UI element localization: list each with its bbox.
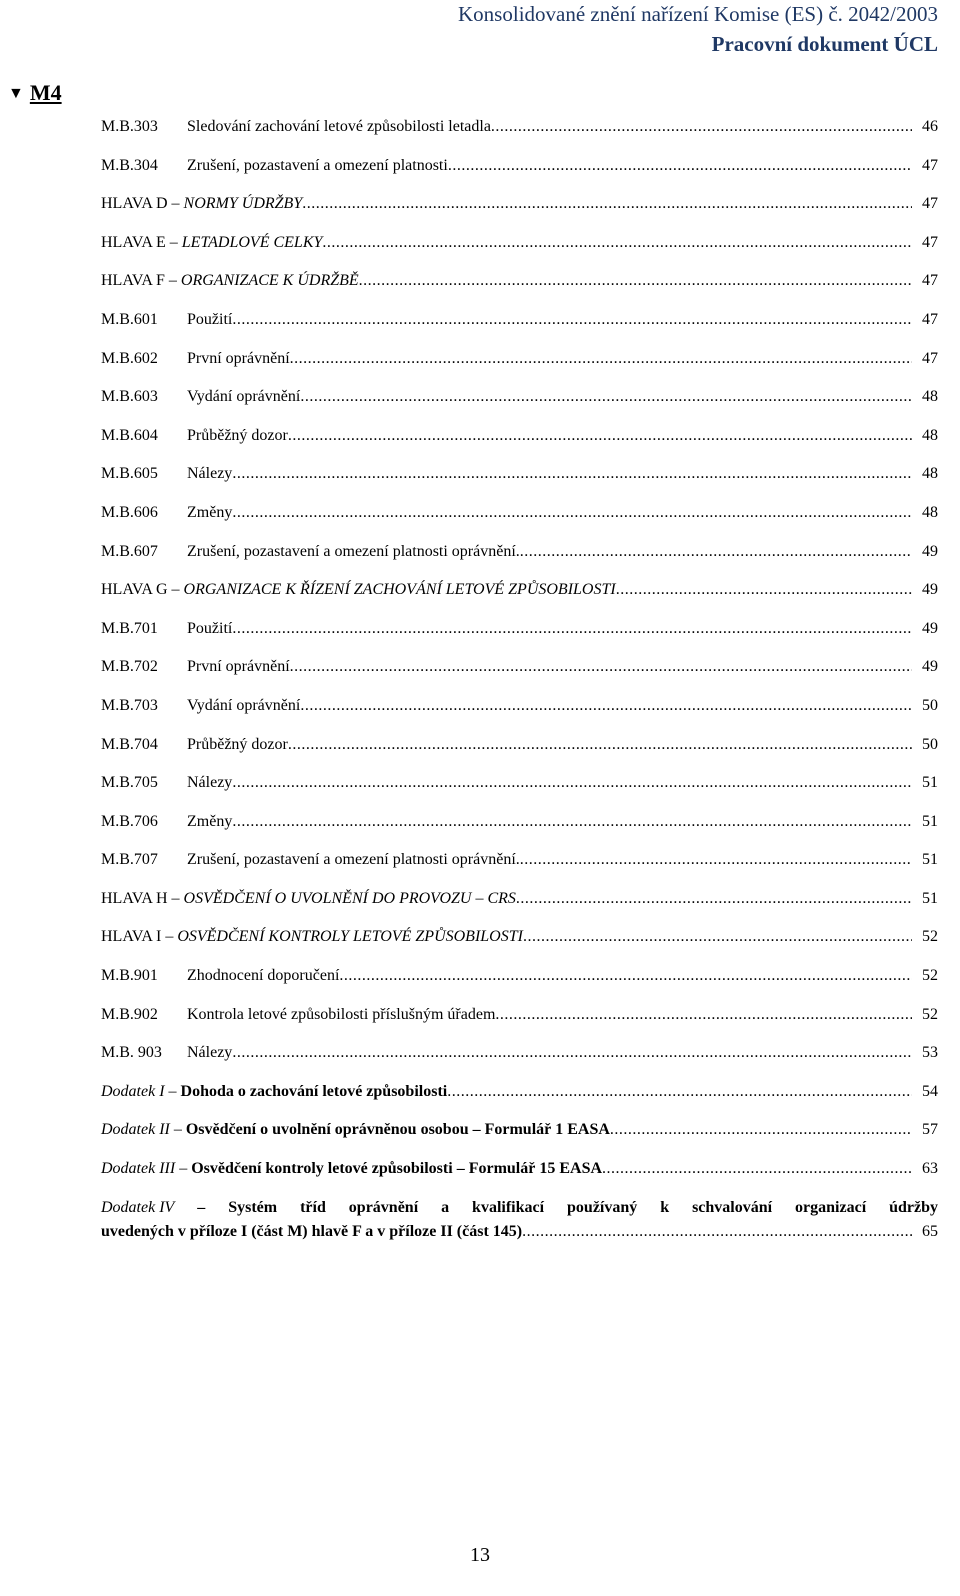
- appendix-title-word: údržby: [889, 1198, 938, 1216]
- page-ref: 47: [922, 233, 938, 251]
- section-title: Vydání oprávnění: [187, 696, 301, 714]
- appendix-label: Dodatek IV: [101, 1198, 175, 1216]
- dash-separator: –: [161, 928, 178, 946]
- page-ref: 47: [922, 349, 938, 367]
- section-title: Zrušení, pozastavení a omezení platnosti oprávnění.: [187, 851, 520, 869]
- appendix-title-word: tříd: [300, 1198, 326, 1216]
- document-header-title: Konsolidované znění nařízení Komise (ES) č. 2042/2003: [458, 2, 938, 26]
- toc-entry-line: [101, 387, 938, 407]
- page-ref: 52: [922, 928, 938, 946]
- toc-entry-line: [101, 1120, 938, 1140]
- section-number: M.B.704: [101, 735, 158, 753]
- dot-leader: [322, 233, 912, 253]
- toc-entry-line: [101, 156, 938, 176]
- toc-entry-line: [101, 657, 938, 677]
- toc-entry[interactable]: [101, 580, 938, 600]
- amendment-marker-label: M4: [29, 80, 62, 105]
- toc-entry[interactable]: [101, 1159, 938, 1179]
- toc-entry-line: [101, 927, 938, 947]
- toc-entry[interactable]: [101, 542, 938, 562]
- section-number: M.B.607: [101, 542, 158, 560]
- page-ref: 47: [922, 195, 938, 213]
- toc-entry-line: [101, 271, 938, 291]
- appendix-title-continued: uvedených v příloze I (část M) hlavě F a v příloze II (část 145): [101, 1222, 523, 1240]
- dot-leader: [520, 850, 912, 870]
- toc-entry-line: [101, 1082, 938, 1102]
- appendix-label: Dodatek III: [101, 1160, 176, 1178]
- dash-separator: –: [471, 889, 488, 907]
- toc-entry-line: [101, 117, 938, 137]
- section-number: M.B.602: [101, 349, 158, 367]
- section-title: Vydání oprávnění: [187, 388, 301, 406]
- chapter-label: HLAVA H: [101, 889, 168, 907]
- toc-entry[interactable]: [101, 812, 938, 832]
- amendment-marker: [8, 80, 62, 106]
- toc-entry[interactable]: [101, 735, 938, 755]
- toc-entry[interactable]: [101, 696, 938, 716]
- toc-entry[interactable]: [101, 503, 938, 523]
- dash-separator: –: [452, 1160, 469, 1178]
- toc-entry-line: [101, 233, 938, 253]
- toc-entry-line: [101, 735, 938, 755]
- section-number: M.B.702: [101, 658, 158, 676]
- section-title: Použití: [187, 310, 233, 328]
- chapter-title: OSVĚDČENÍ O UVOLNĚNÍ DO PROVOZU: [183, 889, 472, 907]
- section-title: První oprávnění: [187, 658, 290, 676]
- section-title: Zrušení, pozastavení a omezení platnosti: [187, 156, 448, 174]
- dot-leader: [232, 503, 912, 523]
- dash-separator: –: [197, 1198, 206, 1216]
- toc-entry[interactable]: [101, 850, 938, 870]
- dot-leader: [290, 657, 912, 677]
- page-ref: 49: [922, 581, 938, 599]
- dot-leader: [232, 464, 912, 484]
- appendix-title-word: kvalifikací: [472, 1198, 545, 1216]
- dot-leader: [602, 1159, 912, 1179]
- dot-leader: [491, 117, 912, 137]
- toc-entry-line: [101, 503, 938, 523]
- toc-entry[interactable]: [101, 1043, 938, 1063]
- dash-separator: –: [468, 1121, 485, 1139]
- section-title: Sledování zachování letové způsobilosti letadla: [187, 118, 491, 135]
- appendix-label: Dodatek II: [101, 1121, 170, 1139]
- chapter-title: ORGANIZACE K ŘÍZENÍ ZACHOVÁNÍ LETOVÉ ZPŮSOBILOSTI: [183, 581, 616, 599]
- toc-entry[interactable]: [101, 310, 938, 330]
- toc-entry-line: [101, 349, 938, 369]
- dot-leader: [610, 1120, 912, 1140]
- chapter-label: HLAVA G: [101, 581, 168, 599]
- dash-separator: –: [169, 1121, 186, 1139]
- appendix-title: Osvědčení kontroly letové způsobilosti: [191, 1160, 453, 1178]
- page-ref: 51: [922, 889, 938, 907]
- dash-separator: –: [164, 1082, 181, 1100]
- page-ref: 48: [922, 388, 938, 406]
- section-number: M.B.304: [101, 156, 158, 174]
- page-ref: 49: [922, 619, 938, 637]
- chapter-title: LETADLOVÉ CELKY: [181, 233, 323, 251]
- section-number: M.B.601: [101, 310, 158, 328]
- toc-entry-line: [101, 850, 938, 870]
- page-ref: 65: [922, 1222, 938, 1240]
- toc-entry-line: [101, 1159, 938, 1179]
- toc-entry-line: [101, 1222, 938, 1242]
- appendix-title-word: oprávnění: [348, 1198, 419, 1216]
- page-ref: 50: [922, 696, 938, 714]
- page-ref: 57: [922, 1121, 938, 1139]
- page-ref: 52: [922, 1005, 938, 1023]
- section-title: Použití: [187, 619, 233, 637]
- dash-separator: –: [165, 233, 182, 251]
- dash-separator: –: [164, 272, 181, 290]
- toc-entry-line: [101, 1043, 938, 1063]
- dash-separator: –: [167, 195, 184, 213]
- dot-leader: [232, 310, 912, 330]
- dot-leader: [516, 889, 912, 909]
- section-number: M.B.705: [101, 774, 158, 792]
- appendix-form: Formulář 15 EASA: [468, 1160, 603, 1178]
- section-title: Zrušení, pozastavení a omezení platnosti oprávnění.: [187, 542, 520, 560]
- dash-separator: –: [175, 1160, 192, 1178]
- dot-leader: [520, 542, 912, 562]
- chapter-label: HLAVA E: [101, 233, 166, 251]
- toc-entry-line: [101, 812, 938, 832]
- toc-entry[interactable]: [101, 927, 938, 947]
- toc-entry[interactable]: [101, 426, 938, 446]
- appendix-title: Dohoda o zachování letové způsobilosti: [180, 1082, 448, 1100]
- page-ref: 51: [922, 812, 938, 830]
- toc-entry-line: [101, 464, 938, 484]
- appendix-form: Formulář 1 EASA: [484, 1121, 610, 1139]
- section-number: M.B.606: [101, 503, 158, 521]
- page-ref: 53: [922, 1044, 938, 1062]
- toc-entry-line: [101, 194, 938, 214]
- dot-leader: [359, 271, 912, 291]
- dot-leader: [232, 773, 912, 793]
- toc-entry-line: [101, 889, 938, 909]
- dot-leader: [300, 387, 912, 407]
- section-title: Nálezy: [187, 774, 233, 792]
- toc-entry[interactable]: [101, 1005, 938, 1025]
- page-ref: 49: [922, 658, 938, 676]
- page-number: 13: [470, 1544, 490, 1566]
- toc-entry[interactable]: [101, 271, 938, 291]
- dash-separator: –: [167, 581, 184, 599]
- section-title: Nálezy: [187, 465, 233, 483]
- section-title: První oprávnění: [187, 349, 290, 367]
- page-ref: 47: [922, 156, 938, 174]
- section-number: M.B.604: [101, 426, 158, 444]
- page-ref: 63: [922, 1160, 938, 1178]
- section-title: Průběžný dozor: [187, 426, 288, 444]
- toc-entry-line: [101, 1198, 938, 1218]
- toc-entry[interactable]: [101, 1120, 938, 1140]
- dot-leader: [448, 156, 912, 176]
- page-ref: 54: [922, 1082, 938, 1100]
- section-title: Zhodnocení doporučení: [187, 967, 340, 985]
- page-ref: 46: [922, 118, 938, 135]
- appendix-title-word: používaný: [567, 1198, 638, 1216]
- page-ref: 47: [922, 272, 938, 290]
- section-number: M.B. 903: [101, 1044, 162, 1062]
- dot-leader: [495, 1005, 912, 1025]
- toc-entry-line: [101, 542, 938, 562]
- dot-leader: [300, 696, 912, 716]
- toc-entry-line: [101, 426, 938, 446]
- dot-leader: [302, 194, 912, 214]
- appendix-title-word: a: [441, 1198, 450, 1216]
- toc-entry-line: [101, 619, 938, 639]
- toc-entry[interactable]: [101, 156, 938, 176]
- toc-entry-line: [101, 696, 938, 716]
- toc-entry-line: [101, 966, 938, 986]
- section-number: M.B.707: [101, 851, 158, 869]
- table-of-contents: [101, 117, 938, 1242]
- section-number: M.B.605: [101, 465, 158, 483]
- section-number: M.B.701: [101, 619, 158, 637]
- toc-entry[interactable]: [101, 464, 938, 484]
- section-number: M.B.901: [101, 967, 158, 985]
- chapter-title: OSVĚDČENÍ KONTROLY LETOVÉ ZPŮSOBILOSTI: [177, 928, 523, 946]
- toc-entry-line: [101, 1005, 938, 1025]
- appendix-title: Osvědčení o uvolnění oprávněnou osobou: [185, 1121, 469, 1139]
- toc-entry[interactable]: [101, 194, 938, 214]
- dot-leader: [232, 619, 912, 639]
- chapter-title: NORMY ÚDRŽBY: [183, 195, 303, 213]
- dot-leader: [288, 735, 912, 755]
- page-ref: 48: [922, 465, 938, 483]
- toc-entry[interactable]: [101, 1198, 938, 1242]
- dot-leader: [232, 812, 912, 832]
- section-title: Kontrola letové způsobilosti příslušným úřadem: [187, 1005, 496, 1023]
- toc-entry[interactable]: [101, 349, 938, 369]
- chapter-label: HLAVA F: [101, 272, 165, 290]
- section-title: Změny: [187, 503, 233, 521]
- section-number: M.B.902: [101, 1005, 158, 1023]
- triangle-down-icon: ▼: [8, 85, 24, 102]
- chapter-label: HLAVA D: [101, 195, 168, 213]
- dot-leader: [232, 1043, 912, 1063]
- toc-entry-line: [101, 773, 938, 793]
- page-ref: 52: [922, 967, 938, 985]
- section-number: M.B.706: [101, 812, 158, 830]
- section-title: Průběžný dozor: [187, 735, 288, 753]
- appendix-title-word: schvalování: [692, 1198, 773, 1216]
- page-ref: 51: [922, 851, 938, 869]
- toc-entry[interactable]: [101, 657, 938, 677]
- toc-entry[interactable]: [101, 619, 938, 639]
- toc-entry[interactable]: [101, 966, 938, 986]
- section-number: M.B.603: [101, 388, 158, 406]
- appendix-label: Dodatek I: [101, 1082, 165, 1100]
- dot-leader: [339, 966, 912, 986]
- chapter-title: ORGANIZACE K ÚDRŽBĚ: [180, 272, 359, 290]
- page-ref: 47: [922, 310, 938, 328]
- dot-leader: [290, 349, 912, 369]
- toc-entry[interactable]: [101, 233, 938, 253]
- chapter-label: HLAVA I: [101, 928, 162, 946]
- appendix-title-word: Systém: [228, 1198, 278, 1216]
- dot-leader: [447, 1082, 912, 1102]
- toc-entry[interactable]: [101, 387, 938, 407]
- dash-separator: –: [167, 889, 184, 907]
- page-ref: 49: [922, 542, 938, 560]
- appendix-title-word: k: [660, 1198, 670, 1216]
- dot-leader: [288, 426, 912, 446]
- dot-leader: [523, 927, 912, 947]
- toc-entry[interactable]: [101, 117, 938, 137]
- page-ref: 51: [922, 774, 938, 792]
- section-title: Nálezy: [187, 1044, 233, 1062]
- chapter-title-suffix: CRS: [487, 889, 516, 907]
- section-number: M.B.703: [101, 696, 158, 714]
- toc-entry-line: [101, 580, 938, 600]
- dot-leader: [522, 1222, 912, 1242]
- page-ref: 50: [922, 735, 938, 753]
- page-ref: 48: [922, 503, 938, 521]
- dot-leader: [616, 580, 912, 600]
- document-header-subtitle: Pracovní dokument ÚCL: [711, 32, 938, 56]
- toc-entry[interactable]: [101, 773, 938, 793]
- section-title: Změny: [187, 812, 233, 830]
- toc-entry-line: [101, 310, 938, 330]
- section-number: M.B.303: [101, 118, 158, 135]
- appendix-title-word: organizací: [795, 1198, 867, 1216]
- toc-entry[interactable]: [101, 889, 938, 909]
- page-ref: 48: [922, 426, 938, 444]
- toc-entry[interactable]: [101, 1082, 938, 1102]
